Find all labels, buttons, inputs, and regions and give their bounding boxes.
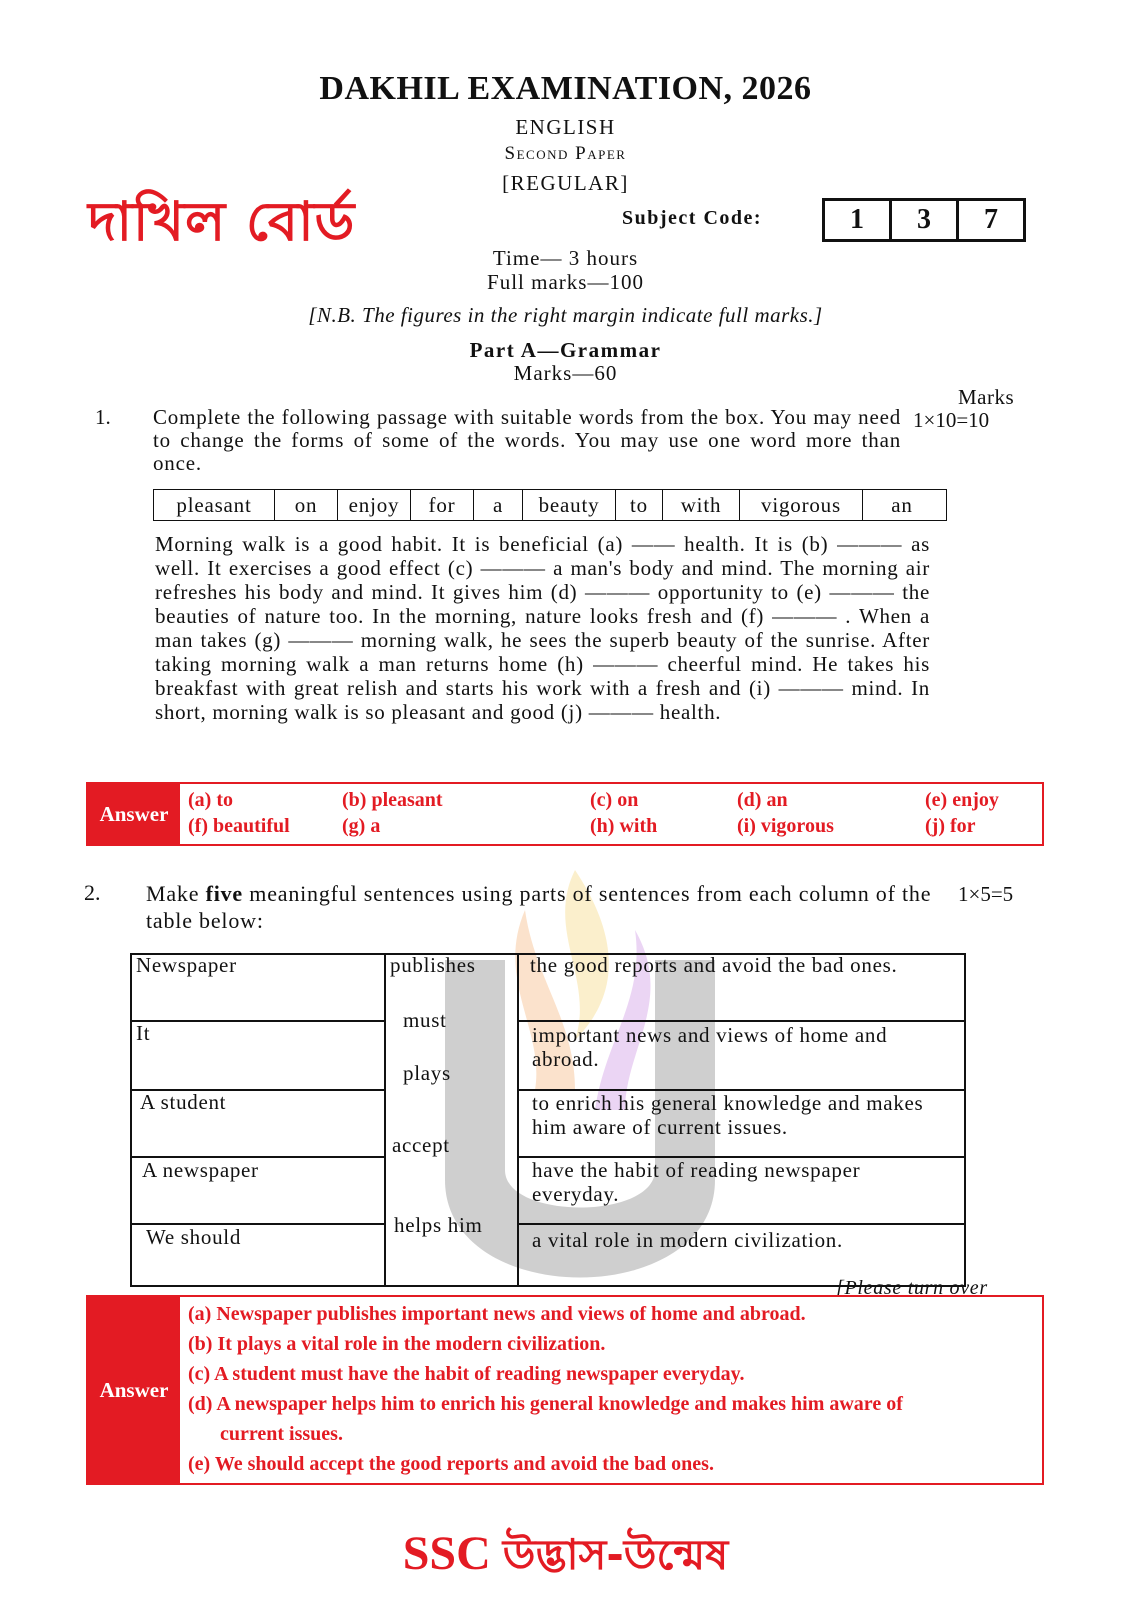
word-box-item: enjoy: [338, 490, 411, 520]
answer-item: (a) Newspaper publishes important news and views of home and abroad.: [188, 1303, 806, 1325]
footer-brand-bangla: উদ্ভাস-উন্মেষ: [502, 1530, 729, 1579]
answer-label: Answer: [88, 1297, 180, 1483]
word-box-item: an: [891, 492, 913, 517]
subject-code-digit: 7: [984, 204, 998, 235]
subject-code-digit: 3: [892, 201, 959, 239]
turn-over-note: [Please turn over: [836, 1277, 988, 1299]
question-number: 2.: [84, 880, 101, 905]
table-cell-object: the good reports and avoid the bad ones.: [530, 953, 898, 977]
answer-box-q1: [86, 782, 1044, 846]
word-box-item: beauty: [523, 490, 616, 520]
word-box: [153, 489, 947, 521]
footer-brand: [0, 1522, 1131, 1593]
cloze-passage: Morning walk is a good habit. It is beneficial (a) —— health. It is (b) ——— as well. It exercises a good effect (c) ——— a man's body and mind. The morning air refreshes his body and mind. It gives him (d) ——— opportunity to (e) ——— the beauties of nature too. In the morning, nature looks fresh and (f) ——— . When a man takes (g) ——— morning walk, he sees the superb beauty of the sunrise. After taking morning walk a man returns home (h) ——— cheerful mind. He takes his breakfast with great relish and starts his work with a fresh and (i) ——— mind. In short, morning walk is so pleasant and good (j) ——— health.: [155, 532, 930, 724]
subject-code-boxes: [822, 198, 1026, 242]
table-cell-object: a vital role in modern civilization.: [532, 1228, 843, 1252]
table-cell-subject: A student: [140, 1090, 227, 1114]
answer-item: (j) for: [925, 815, 976, 837]
subject-code-digit: 1: [825, 201, 892, 239]
answer-item: (a) to: [188, 789, 233, 811]
word-box-item: a: [474, 490, 523, 520]
marks-column-header: Marks: [958, 385, 1015, 409]
sentence-table: [130, 953, 966, 1287]
table-cell-verb: accept: [392, 1133, 450, 1157]
word-box-item: vigorous: [740, 490, 863, 520]
word-box-item: to: [616, 490, 663, 520]
subject-code-label: Subject Code:: [622, 207, 763, 229]
answer-item: (h) with: [590, 815, 658, 837]
word-box-item: pleasant: [154, 490, 275, 520]
word-box-item: on: [275, 490, 338, 520]
question-marks: 1×10=10: [913, 408, 990, 432]
part-title: Part A—Grammar: [469, 338, 662, 362]
table-cell-verb: must: [403, 1008, 447, 1032]
subject-name: ENGLISH: [515, 115, 616, 139]
table-cell-subject: Newspaper: [136, 953, 237, 977]
answer-box-q2: [86, 1295, 1044, 1485]
answer-item: (d) an: [737, 789, 788, 811]
footer-brand-latin: SSC: [402, 1527, 491, 1580]
table-cell-object: important news and views of home and abroad.: [532, 1023, 888, 1071]
word-box-item: for: [411, 490, 474, 520]
question-instruction: Make five meaningful sentences using parts of sentences from each column of the table below:: [146, 881, 932, 933]
answer-item: (c) A student must have the habit of reading newspaper everyday.: [188, 1363, 745, 1385]
table-cell-object: to enrich his general knowledge and makes him aware of current issues.: [532, 1091, 924, 1139]
board-logo: দাখিল বোর্ড: [88, 190, 356, 253]
exam-title: DAKHIL EXAMINATION, 2026: [319, 70, 812, 107]
answer-item: (d) A newspaper helps him to enrich his general knowledge and makes him aware of: [188, 1393, 903, 1415]
answer-item: (g) a: [342, 815, 381, 837]
answer-item: (e) We should accept the good reports and avoid the bad ones.: [188, 1453, 714, 1475]
exam-time: Time— 3 hours: [492, 246, 639, 270]
answer-item: (c) on: [590, 789, 639, 811]
marks-note: [N.B. The figures in the right margin indicate full marks.]: [308, 303, 823, 327]
table-cell-subject: It: [136, 1021, 151, 1045]
answer-item: (b) pleasant: [342, 789, 443, 811]
table-cell-verb: plays: [403, 1061, 451, 1085]
question-instruction: Complete the following passage with suitable words from the box. You may need to change the forms of some of the words. You may use one word more than once.: [153, 405, 901, 475]
answer-item: (e) enjoy: [925, 789, 999, 811]
paper-name: Second Paper: [504, 143, 627, 164]
word-box-item: with: [663, 490, 740, 520]
answer-item: (i) vigorous: [737, 815, 834, 837]
table-cell-verb: publishes: [390, 953, 476, 977]
question-marks: 1×5=5: [958, 882, 1014, 906]
question-number: 1.: [95, 405, 111, 429]
answer-item: (f) beautiful: [188, 815, 290, 837]
answer-item: (b) It plays a vital role in the modern civilization.: [188, 1333, 606, 1355]
table-cell-subject: A newspaper: [142, 1158, 259, 1182]
answer-label: Answer: [88, 784, 180, 844]
answer-item: current issues.: [220, 1423, 343, 1445]
full-marks: Full marks—100: [487, 270, 644, 294]
table-cell-verb: helps him: [394, 1213, 483, 1237]
table-cell-subject: We should: [146, 1225, 242, 1249]
exam-type: [REGULAR]: [502, 171, 629, 195]
table-cell-object: have the habit of reading newspaper everyday.: [532, 1158, 861, 1206]
part-marks: Marks—60: [513, 361, 618, 385]
